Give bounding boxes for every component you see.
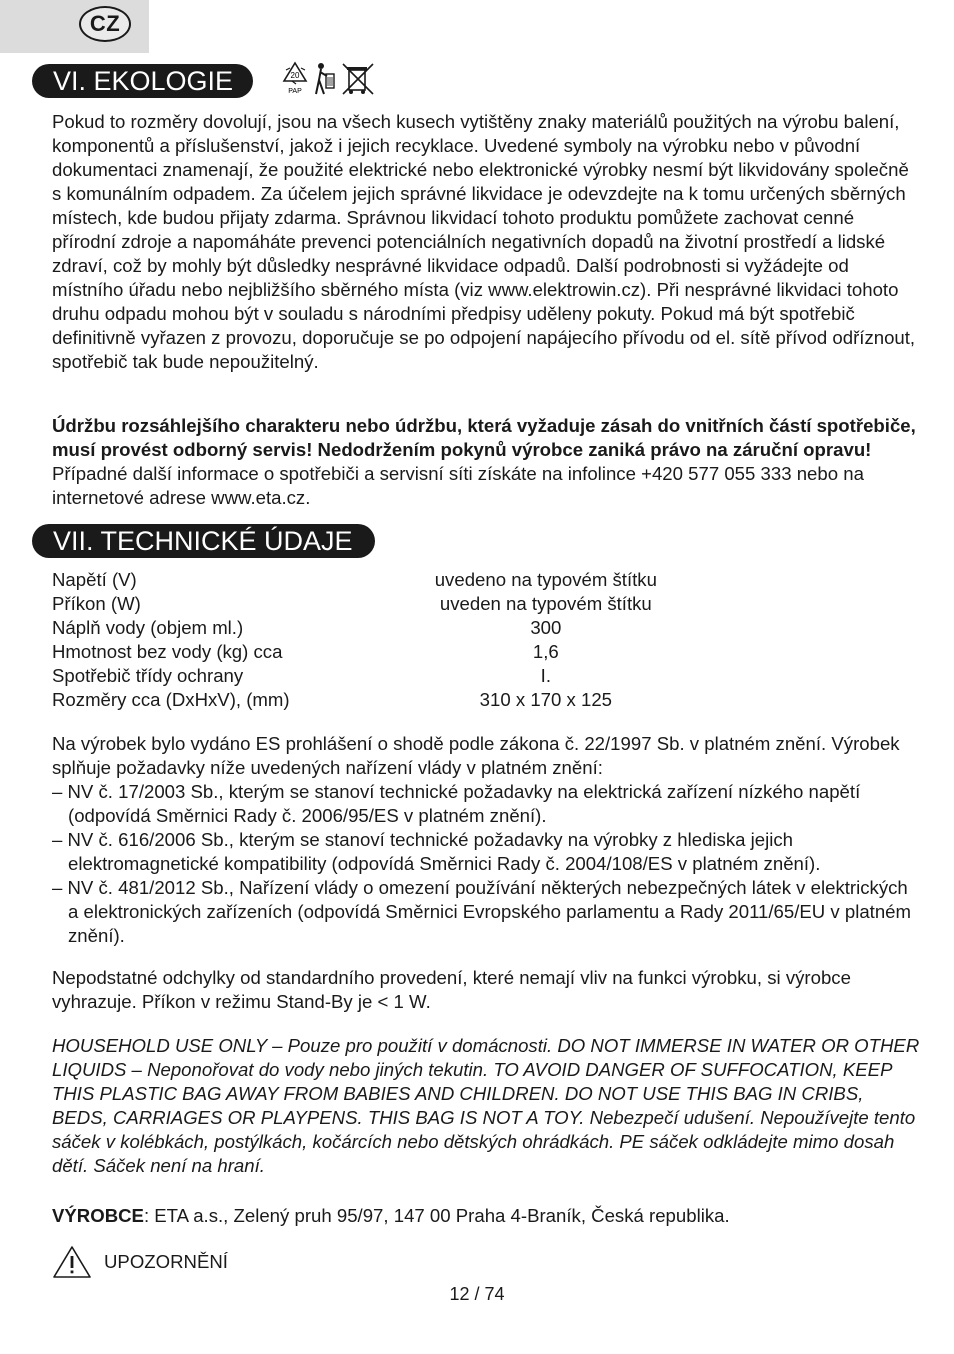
spec-row (52, 568, 752, 592)
page-number: 12 / 74 (449, 1284, 505, 1304)
recycle-code: PAP (288, 88, 302, 95)
spec-value: I. (540, 665, 551, 686)
eco-symbols (281, 60, 377, 98)
spec-label: Náplň vody (objem ml.) (52, 617, 244, 638)
tidy-man-icon (316, 63, 334, 94)
manufacturer-label: VÝROBCE (52, 1205, 144, 1226)
spec-label: Napětí (V) (52, 569, 137, 590)
language-badge: CZ (79, 6, 131, 42)
spec-row (52, 688, 752, 712)
warning-note (52, 1242, 228, 1282)
spec-row (52, 616, 752, 640)
section-title-ecology: VI. EKOLOGIE (32, 64, 253, 98)
deviations-paragraph (52, 966, 922, 1014)
recycle-number: 20 (290, 71, 300, 80)
regulation-item: – NV č. 481/2012 Sb., Nařízení vlády o omezení používání některých nebezpečných látek v elektrických a elektronických zařízeních (odpovídá Směrnici Evropského parlamentu a Rady 2011/65/EU v platném znění). (52, 877, 912, 946)
spec-row (52, 640, 752, 664)
crossed-bin-icon (343, 64, 373, 94)
spec-value: uvedeno na typovém štítku (434, 569, 657, 590)
service-paragraph (52, 414, 922, 510)
service-bold-text: Údržbu rozsáhlejšího charakteru nebo údržbu, která vyžaduje zásah do vnitřních částí spotřebiče, musí provést odborný servis! Nedodržením pokynů výrobce zaniká právo na záruční opravu! (52, 415, 916, 460)
section-title-technical: VII. TECHNICKÉ ÚDAJE (32, 524, 375, 558)
spec-label: Spotřebič třídy ochrany (52, 665, 244, 686)
regulation-item: – NV č. 17/2003 Sb., kterým se stanoví technické požadavky na elektrická zařízení nízkého napětí (odpovídá Směrnici Rady č. 2006/95/ES v platném znění). (52, 781, 861, 826)
spec-value: 1,6 (532, 641, 559, 662)
household-warning-paragraph (52, 1034, 922, 1178)
deviations-text: Nepodstatné odchylky od standardního provedení, které nemají vliv na funkci výrobku, si výrobce vyhrazuje. Příkon v režimu Stand-By je < 1 W. (52, 967, 851, 1012)
spec-label: Hmotnost bez vody (kg) cca (52, 641, 283, 662)
regulation-item: – NV č. 616/2006 Sb., kterým se stanoví technické požadavky na výrobky z hlediska jejich elektromagnetické kompatibility (odpovídá Směrnici Rady č. 2004/108/ES v platném znění). (52, 829, 821, 874)
recycle-icon (284, 63, 306, 95)
declaration-intro: Na výrobek bylo vydáno ES prohlášení o shodě podle zákona č. 22/1997 Sb. v platném znění. Výrobek splňuje požadavky níže uvedených nařízení vlády v platném znění: (52, 733, 900, 778)
spec-table (52, 568, 752, 712)
warning-label: UPOZORNĚNÍ (104, 1251, 228, 1272)
manufacturer-paragraph (52, 1204, 922, 1228)
spec-label: Příkon (W) (52, 593, 141, 614)
ecology-text: Pokud to rozměry dovolují, jsou na všech kusech vytištěny znaky materiálů použitých na výrobu balení, komponentů a příslušenství, jakož i jejich recyklace. Uvedené symboly na výrobku nebo v původní dokumentaci znamenají, že použité elektrické nebo elektronické výrobky nesmí být likvidovány společně s komunálním odpadem. Za účelem jejich správné likvidace je odevzdejte na k tomu určených sběrných místech, kde budou přijaty zdarma. Správnou likvidací tohoto produktu pomůžete zachovat cenné přírodní zdroje a napomáháte prevenci potenciálních negativních dopadů na životní prostředí a lidské zdraví, což by mohly být důsledky nesprávné likvidace odpadů. Další podrobnosti si vyžádejte od místního úřadu nebo nejbližšího sběrného místa (viz www.elektrowin.cz). Při nesprávné likvidaci tohoto druhu odpadu mohou být v souladu s národními předpisy uděleny pokuty. Pokud má být spotřebič definitivně vyřazen z provozu, doporučuje se po odpojení napájecího přívodu od el. sítě přívod odříznout, spotřebič tak bude nepoužitelný. (52, 111, 916, 372)
language-tab (0, 0, 149, 53)
spec-label: Rozměry cca (DxHxV), (mm) (52, 689, 290, 710)
household-warning-text: HOUSEHOLD USE ONLY – Pouze pro použití v domácnosti. DO NOT IMMERSE IN WATER OR OTHER LIQUIDS – Neponořovat do vody nebo jiných tekutin. TO AVOID DANGER OF SUFFOCATION, KEEP THIS PLASTIC BAG AWAY FROM BABIES AND CHILDREN. DO NOT USE THIS BAG IN CRIBS, BEDS, CARRIAGES OR PLAYPENS. THIS BAG IS NOT A TOY. Nebezpečí udušení. Nepoužívejte tento sáček v kolébkách, postýlkách, kočárcích nebo dětských ohrádkách. PE sáček odkládejte mimo dosah dětí. Sáček není na hraní. (52, 1035, 920, 1176)
warning-triangle-icon (52, 1245, 92, 1279)
spec-value: uveden na typovém štítku (439, 593, 652, 614)
service-info-text: Případné další informace o spotřebiči a servisní síti získáte na infolince +420 577 055 333 nebo na internetové adrese www.eta.cz. (52, 463, 864, 508)
manufacturer-address: : ETA a.s., Zelený pruh 95/97, 147 00 Praha 4-Braník, Česká republika. (143, 1205, 730, 1226)
declaration-block (52, 732, 922, 948)
spec-row (52, 664, 752, 688)
ecology-paragraph (52, 110, 922, 374)
spec-row (52, 592, 752, 616)
spec-value: 310 x 170 x 125 (479, 689, 612, 710)
spec-value: 300 (530, 617, 562, 638)
